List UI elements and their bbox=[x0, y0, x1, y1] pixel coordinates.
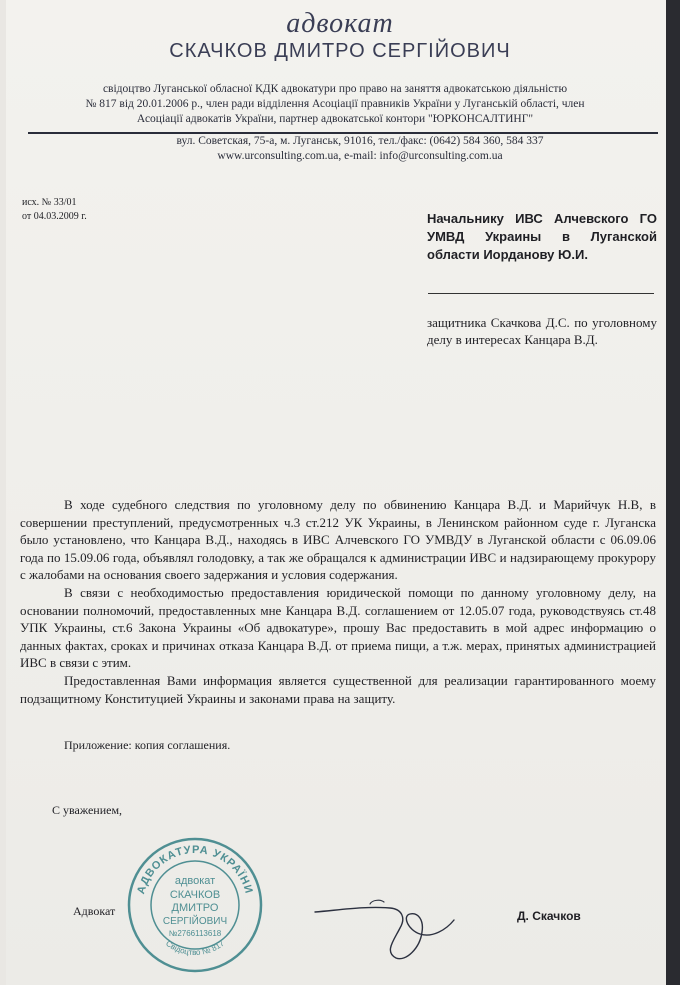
addressee-underline bbox=[428, 293, 654, 294]
seal-ring-text: АДВОКАТУРА УКРАЇНИ bbox=[135, 843, 255, 896]
seal-center-line: СЕРГІЙОВИЧ bbox=[162, 916, 228, 927]
reference-number: исх. № 33/01 bbox=[22, 197, 77, 208]
credentials-line: Асоціації адвокатів України, партнер адвокатської контори "ЮРКОНСАЛТИНГ" bbox=[136, 113, 534, 125]
letterhead-name: СКАЧКОВ ДМИТРО СЕРГІЙОВИЧ bbox=[169, 40, 511, 62]
seal-code: №2766113618 bbox=[168, 929, 222, 938]
sender-block: защитника Скачкова Д.С. по уголовному делу в интересах Канцара В.Д. bbox=[427, 315, 657, 347]
letterhead-credentials bbox=[30, 82, 640, 127]
seal-center-line: адвокат bbox=[174, 875, 216, 887]
outgoing-reference bbox=[22, 196, 87, 224]
lawyer-seal-stamp bbox=[126, 836, 264, 974]
seal-bottom-text: Свідоцтво № 817 bbox=[164, 938, 226, 958]
addressee-block: Начальнику ИВС Алчевского ГО УМВД Украины в Луганской области Иорданову Ю.И. bbox=[427, 211, 657, 262]
contact-web: www.urconsulting.com.ua, e-mail: info@urconsulting.com.ua bbox=[217, 150, 503, 162]
body-paragraph: В связи с необходимостью предоставления юридической помощи по данному уголовному делу, на основании полномочий, предоставленных мне Канцара В.Д. соглашением от 12.05.07 года, руководствуясь ст.48 УПК Украины, ст.6 Закона Украины «Об адвокатуре», прошу Вас предоставить в мой адрес информацию о данных фактах, сроках и причинах отказа Канцара В.Д. от приема пищи, а т.ж. мерах, принятых администрацией ИВС в связи с этим. bbox=[20, 584, 656, 671]
body-paragraph: В ходе судебного следствия по уголовному делу по обвинению Канцара В.Д. и Марийчук Н.В, в совершении преступлений, предусмотренных ч.3 ст.212 УК Украины, в Ленинском районном суде г. Луганска было установлено, что Канцара В.Д., находясь в ИВС Алчевского ГО УМВДУ в Луганской области с 06.09.06 года по 15.09.06 года, объявлял голодовку, а так же обращался к администрации ИВС и надзирающему прокурору с жалобами на основания своего задержания и условия содержания. bbox=[20, 497, 656, 583]
closing-regards: С уважением, bbox=[52, 803, 123, 817]
signer-name: Д. Скачков bbox=[517, 909, 581, 923]
letterhead-title: адвокат bbox=[286, 8, 394, 39]
signer-title: Адвокат bbox=[73, 904, 116, 918]
appendix-note: Приложение: копия соглашения. bbox=[64, 738, 231, 752]
handwritten-signature bbox=[310, 890, 460, 965]
letter-body bbox=[20, 496, 656, 707]
letterhead-contacts bbox=[120, 134, 600, 164]
contact-address: вул. Советская, 75-а, м. Луганськ, 91016, тел./факс: (0642) 584 360, 584 337 bbox=[176, 135, 544, 147]
credentials-line: № 817 від 20.01.2006 р., член ради відділення Асоціації правників України у Луганській області, член bbox=[85, 98, 585, 110]
credentials-line: свідоцтво Луганської обласної КДК адвокатури про право на заняття адвокатською діяльністю bbox=[102, 83, 568, 95]
seal-center-line: СКАЧКОВ bbox=[169, 889, 221, 901]
body-paragraph: Предоставленная Вами информация является существенной для реализации гарантированного моему подзащитному Конституцией Украины и законами права на защиту. bbox=[20, 672, 656, 706]
seal-center-line: ДМИТРО bbox=[171, 902, 219, 914]
page-edge-shadow bbox=[666, 0, 680, 985]
reference-date: от 04.03.2009 г. bbox=[22, 211, 87, 222]
